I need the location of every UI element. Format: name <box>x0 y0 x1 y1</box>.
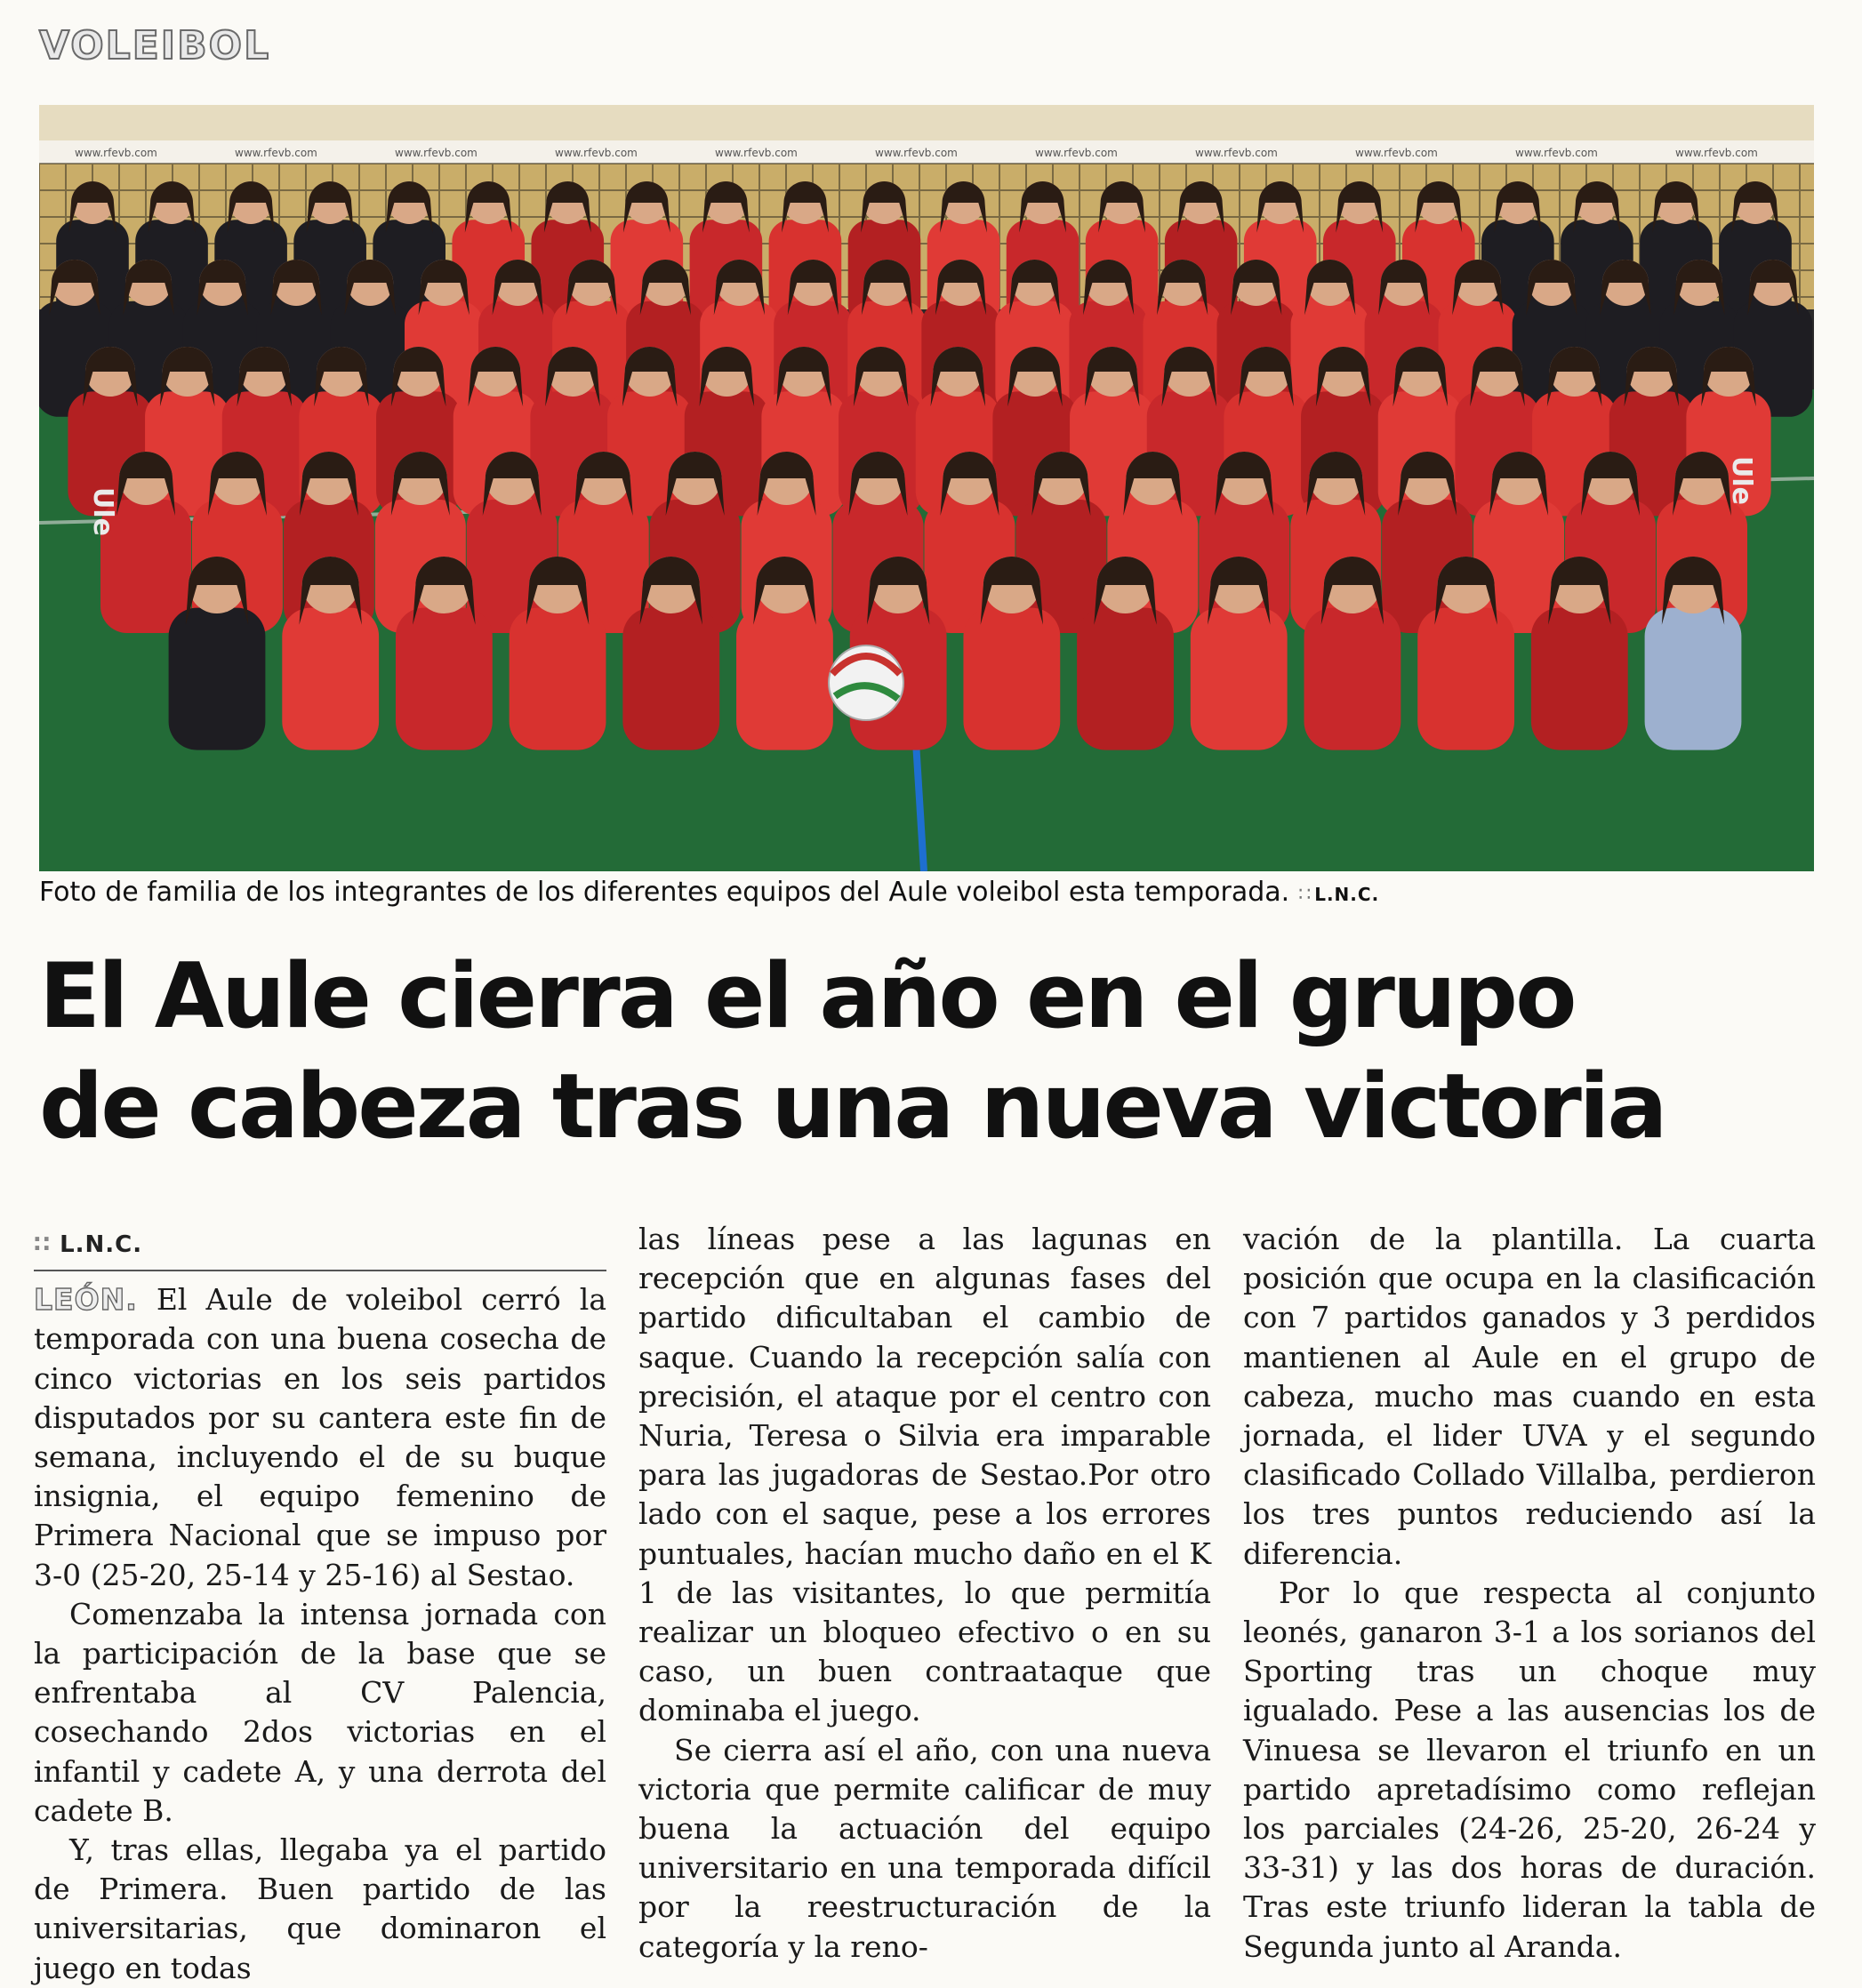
credit-dots-icon: ∷ <box>1298 884 1312 906</box>
article-column-1 <box>34 1225 606 1988</box>
dateline: LEÓN. <box>34 1282 138 1318</box>
paragraph-text: El Aule de voleibol cerró la temporada con una buena cosecha de cinco victorias en los seis partidos disputados por su cantera este fin de semana, incluyendo el de su buque insignia, el equipo femenino de Primera Nacional que se impuso por 3-0 (25-20, 25-14 y 25-16) al Sestao. <box>34 1282 606 1592</box>
net-banner-label: www.rfevb.com <box>1355 147 1438 159</box>
article-body <box>34 1222 1821 1985</box>
net-banner-label: www.rfevb.com <box>395 147 478 159</box>
person-body <box>1531 608 1628 750</box>
net-banner-label: www.rfevb.com <box>1195 147 1278 159</box>
paragraph: las líneas pese a las lagunas en recepción que en algunas fases del partido dificultaban el cambio de saque. Cuando la recepción salía con precisión, el ataque por el centro con Nuria, Teresa o Silvia era imparable para las jugadoras de Sestao.Por otro lado con el saque, pese a los errores puntuales, hacían mucho daño en el K 1 de las visitantes, lo que permitía realizar un bloqueo efectivo o en su caso, un buen contraataque que dominaba el juego. <box>638 1222 1211 1728</box>
byline <box>34 1225 606 1271</box>
net-banner-label: www.rfevb.com <box>75 147 157 159</box>
person-body <box>169 608 266 750</box>
article-column-3 <box>1243 1220 1816 1967</box>
person-body <box>396 608 493 750</box>
person-body <box>622 608 719 750</box>
team-photo <box>39 105 1814 871</box>
net-banner-label: www.rfevb.com <box>555 147 638 159</box>
paragraph: Por lo que respecta al conjunto leonés, ganaron 3-1 a los sorianos del Sporting tras un choque muy igualado. Pese a las ausencias los de Vinuesa se llevaron el triunfo en un partido apretadísimo como reflejan los parciales (24-26, 25-20, 26-24 y 33-31) y las dos horas de duración. Tras este triunfo lideran la tabla de Segunda junto al Aranda. <box>1243 1575 1816 1964</box>
photo-caption <box>39 877 1818 908</box>
headline-line-1: El Aule cierra el año en el grupo <box>39 943 1575 1048</box>
caption-credit: L.N.C. <box>1314 884 1380 905</box>
byline-text: L.N.C. <box>60 1231 143 1258</box>
jersey-text: Ule <box>1726 456 1757 505</box>
person-body <box>1077 608 1174 750</box>
net-banner-label: www.rfevb.com <box>715 147 798 159</box>
jersey-text: Ule <box>87 487 118 536</box>
team-photo-illustration <box>39 105 1814 871</box>
person-body <box>1417 608 1514 750</box>
net-banner-label: www.rfevb.com <box>1675 147 1758 159</box>
person-body <box>1645 608 1742 750</box>
section-tag: VOLEIBOL <box>39 23 271 68</box>
paragraph: Y, tras ellas, llegaba ya el partido de Primera. Buen partido de las universitarias, que dominaron el juego en todas <box>34 1832 606 1985</box>
net-banner-label: www.rfevb.com <box>875 147 958 159</box>
paragraph <box>34 1280 606 1595</box>
person-body <box>282 608 379 750</box>
article-column-2 <box>638 1220 1211 1967</box>
paragraph: vación de la plantilla. La cuarta posición que ocupa en la clasificación con 7 partidos ganados y 3 perdidos mantienen al Aule en el grupo de cabeza, mucho mas cuando en esta jornada, el lider UVA y el segundo clasificado Collado Villalba, perdieron los tres puntos reduciendo así la diferencia. <box>1243 1222 1816 1571</box>
person-body <box>736 608 833 750</box>
byline-dots-icon: ∷ <box>34 1231 52 1258</box>
net-banner-label: www.rfevb.com <box>1035 147 1118 159</box>
person-body <box>510 608 606 750</box>
net-banner-label: www.rfevb.com <box>235 147 317 159</box>
person-body <box>963 608 1060 750</box>
paragraph: Se cierra así el año, con una nueva victoria que permite calificar de muy buena la actuación del equipo universitario en una temporada difícil por la reestructuración de la categoría y la reno- <box>638 1732 1211 1964</box>
headline-line-2: de cabeza tras una nueva victoria <box>39 1054 1665 1158</box>
headline <box>39 941 1826 1161</box>
paragraph: Comenzaba la intensa jornada con la participación de la base que se enfrentaba al CV Palencia, cosechando 2dos victorias en el infantil y cadete A, y una derrota del cadete B. <box>34 1596 606 1828</box>
net-banner-label: www.rfevb.com <box>1515 147 1598 159</box>
caption-text: Foto de familia de los integrantes de los diferentes equipos del Aule voleibol esta temporada. <box>39 877 1290 908</box>
person-body <box>1191 608 1288 750</box>
person-body <box>1304 608 1401 750</box>
